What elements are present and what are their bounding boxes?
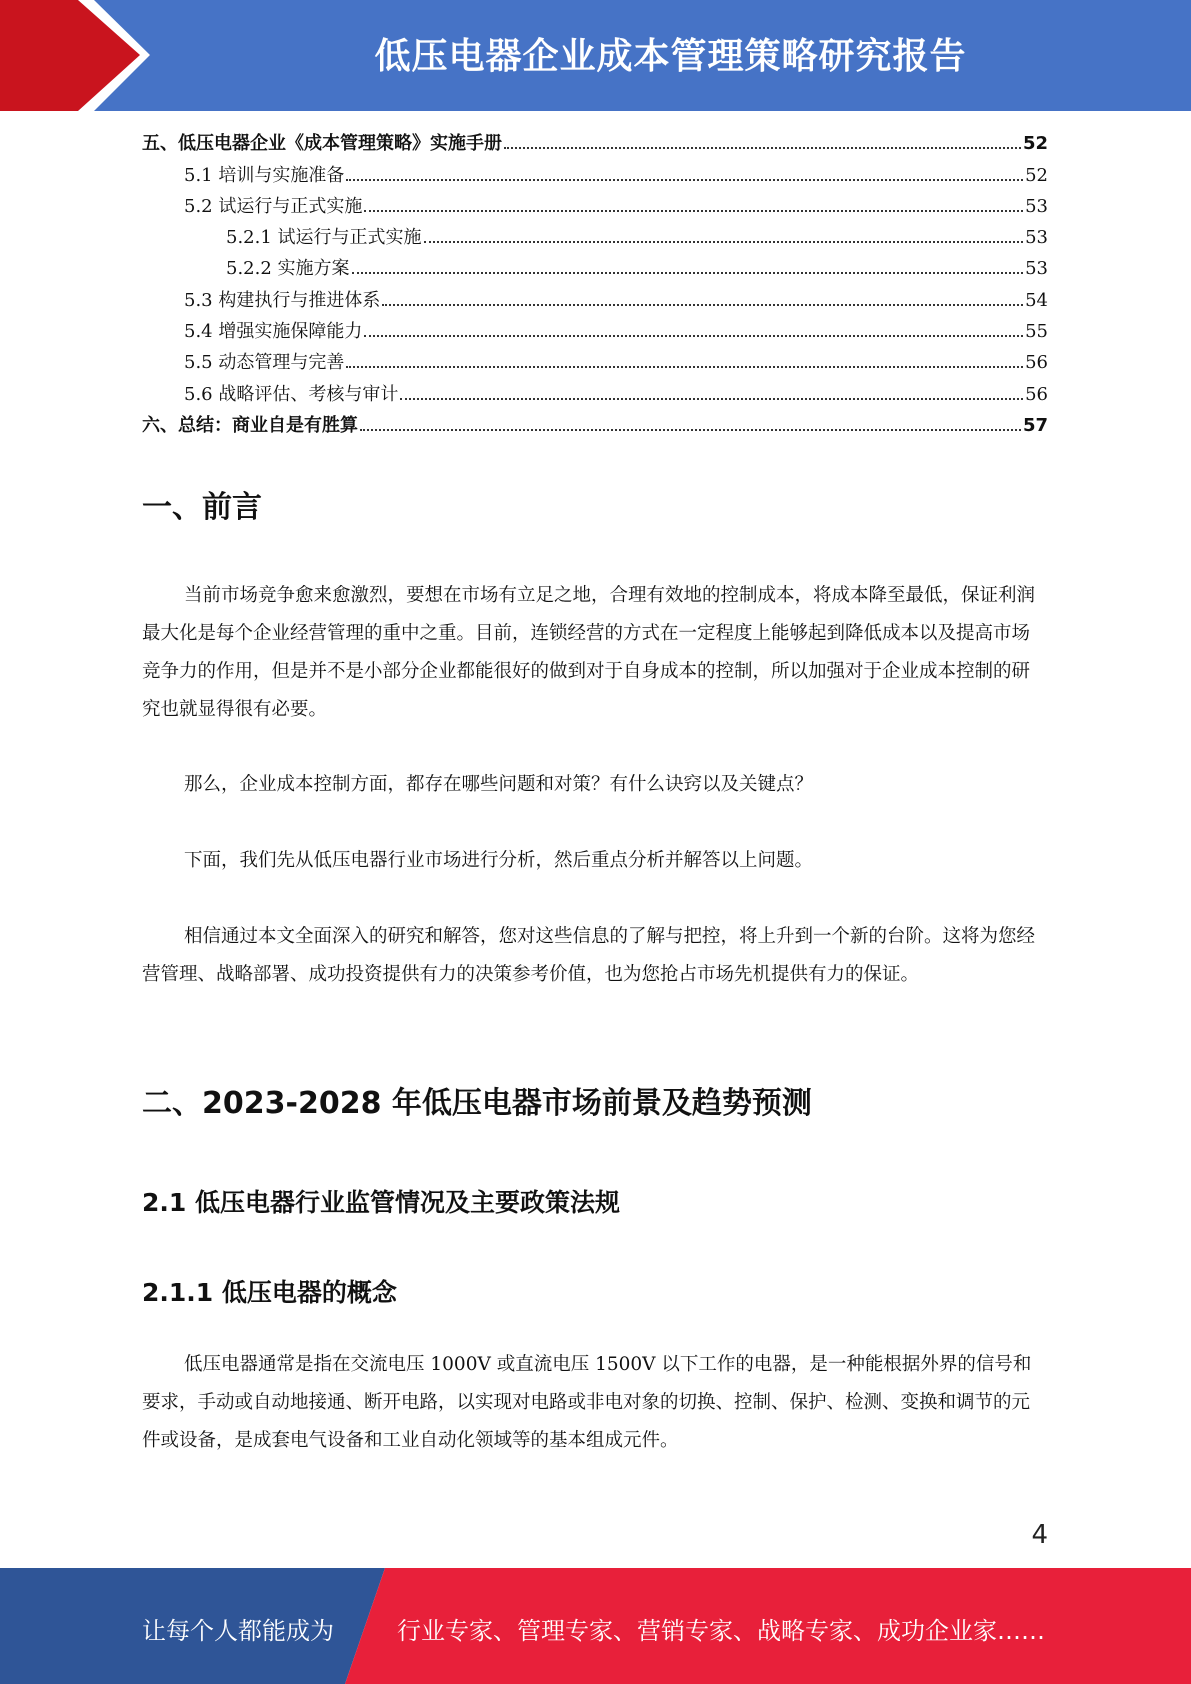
toc-entry-page: 52 (1025, 164, 1048, 186)
toc-leader-dots (400, 398, 1023, 400)
toc-entry[interactable] (142, 410, 1048, 441)
toc-leader-dots (364, 210, 1023, 212)
toc-entry-label: 5.2.1 试运行与正式实施 (226, 227, 422, 249)
subsubsection-heading: 2.1.1 低压电器的概念 (142, 1278, 397, 1307)
page-number: 4 (1031, 1520, 1048, 1550)
body-paragraph: 下面，我们先从低压电器行业市场进行分析，然后重点分析并解答以上问题。 (184, 850, 814, 871)
toc-entry-label: 5.2 试运行与正式实施 (184, 195, 363, 217)
toc-entry-label: 五、低压电器企业《成本管理策略》实施手册 (142, 133, 502, 155)
body-paragraph: 相信通过本文全面深入的研究和解答，您对这些信息的了解与把控，将上升到一个新的台阶。这将为您经营管理、战略部署、成功投资提供有力的决策参考价值，也为您抢占市场先机提供有力的保证。 (142, 926, 1036, 985)
toc-entry-page: 56 (1025, 352, 1048, 374)
page-header (0, 0, 1191, 111)
body-paragraph: 低压电器通常是指在交流电压 1000V 或直流电压 1500V 以下工作的电器，是一种能根据外界的信号和要求，手动或自动地接通、断开电路，以实现对电路或非电对象的切换、控制、保护、检测、变换和调节的元件或设备，是成套电气设备和工业自动化领域等的基本组成元件。 (142, 1354, 1032, 1451)
toc-entry-page: 53 (1025, 227, 1048, 249)
subsection-heading: 2.1 低压电器行业监管情况及主要政策法规 (142, 1188, 620, 1217)
toc-entry-page: 55 (1025, 321, 1048, 343)
toc-entry-page: 53 (1025, 195, 1048, 217)
toc-entry-page: 56 (1025, 383, 1048, 405)
toc-entry-page: 54 (1025, 289, 1048, 311)
toc-entry[interactable] (142, 316, 1048, 347)
toc-entry[interactable] (142, 378, 1048, 409)
toc-leader-dots (360, 429, 1021, 431)
toc-leader-dots (364, 335, 1023, 337)
toc-leader-dots (504, 147, 1021, 149)
toc-entry-page: 52 (1022, 133, 1048, 155)
toc-entry[interactable] (142, 159, 1048, 190)
toc-entry[interactable] (142, 284, 1048, 315)
footer-slogan-right: 行业专家、管理专家、营销专家、战略专家、成功企业家…… (397, 1617, 1045, 1645)
section-heading-market-outlook: 二、2023-2028 年低压电器市场前景及趋势预测 (142, 1086, 812, 1121)
toc-entry[interactable] (142, 347, 1048, 378)
toc-entry-page: 57 (1022, 414, 1048, 436)
body-paragraph: 当前市场竞争愈来愈激烈，要想在市场有立足之地，合理有效地的控制成本，将成本降至最低，保证利润最大化是每个企业经营管理的重中之重。目前，连锁经营的方式在一定程度上能够起到降低成本以及提高市场竞争力的作用，但是并不是小部分企业都能很好的做到对于自身成本的控制，所以加强对于企业成本控制的研究也就显得很有必要。 (142, 585, 1036, 720)
toc-leader-dots (352, 272, 1024, 274)
toc-leader-dots (346, 366, 1023, 368)
toc-leader-dots (346, 179, 1023, 181)
toc-leader-dots (424, 241, 1024, 243)
page-footer (0, 1568, 1191, 1684)
body-paragraph: 那么，企业成本控制方面，都存在哪些问题和对策？有什么诀窍以及关键点？ (184, 774, 814, 795)
section-heading-preface: 一、前言 (142, 490, 262, 525)
toc-entry-label: 六、总结：商业自是有胜算 (142, 414, 358, 436)
toc-entry-label: 5.4 增强实施保障能力 (184, 321, 363, 343)
toc-entry-label: 5.6 战略评估、考核与审计 (184, 383, 399, 405)
toc-entry[interactable] (142, 191, 1048, 222)
report-title: 低压电器企业成本管理策略研究报告 (374, 36, 967, 77)
toc-entry-page: 53 (1025, 258, 1048, 280)
toc-entry-label: 5.3 构建执行与推进体系 (184, 289, 381, 311)
toc-entry[interactable] (142, 222, 1048, 253)
toc-leader-dots (382, 304, 1023, 306)
toc-entry-label: 5.5 动态管理与完善 (184, 352, 345, 374)
footer-slogan-left: 让每个人都能成为 (142, 1617, 334, 1645)
toc-entry[interactable] (142, 128, 1048, 159)
toc-entry-label: 5.1 培训与实施准备 (184, 164, 345, 186)
table-of-contents (142, 128, 1048, 441)
toc-entry[interactable] (142, 253, 1048, 284)
toc-entry-label: 5.2.2 实施方案 (226, 258, 350, 280)
